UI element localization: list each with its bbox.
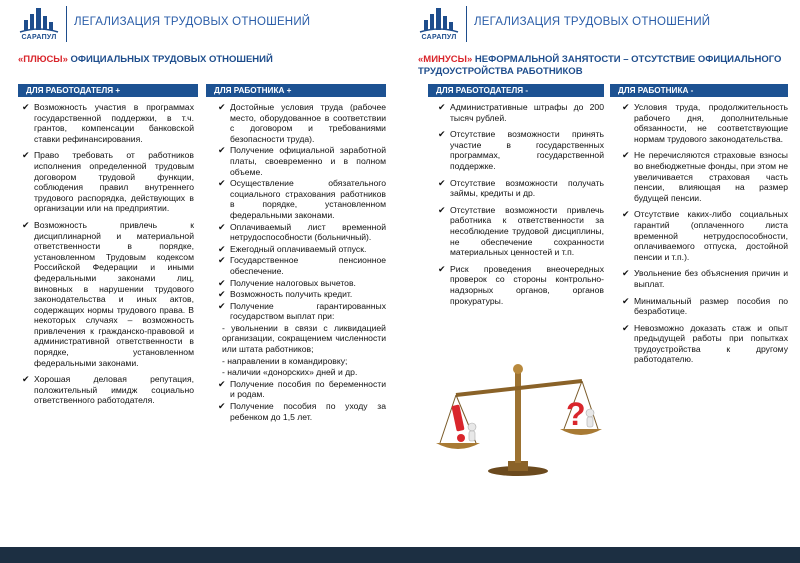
check-icon: ✔ [22, 374, 30, 385]
check-icon: ✔ [218, 145, 226, 156]
list-item: ✔ Отсутствие возможности принять участие в государственных программах, государственной поддержке. [438, 129, 604, 171]
footer-bar [0, 547, 800, 563]
sarapul-logo [418, 6, 460, 46]
check-icon: ✔ [22, 102, 30, 112]
list-item: ✔ Получение налоговых вычетов. [218, 277, 356, 288]
check-icon: ✔ [218, 277, 226, 288]
list-item: ✔ Административные штрафы до 200 тысяч рублей. [438, 102, 604, 123]
list-item: ✔ Условия труда, продолжительность рабочего дня, дополнительные обязанности, не соответствующие нормам трудового законодательства. [622, 102, 788, 144]
logo-text: САРАПУЛ [421, 34, 457, 41]
sarapul-logo [18, 6, 60, 46]
list-item: ✔ Получение гарантированных государством выплат при: [218, 300, 386, 322]
list-item: ✔ Отсутствие возможности получать займы, кредиты и др. [438, 177, 604, 199]
list-subitem: - увольнении в связи с ликвидацией организации, сокращением численности или штата работников; [222, 322, 386, 355]
check-icon: ✔ [438, 102, 446, 112]
left-page [0, 0, 400, 547]
list-item: ✔ Получение пособия по беременности и родам. [218, 378, 386, 400]
list-item: ✔ Право требовать от работников исполнения определенной трудовым договором трудовой функции, соблюдения правил внутреннего трудового распорядка, действующих в организации или на предприятии. [22, 150, 194, 214]
list-item: ✔ Отсутствие возможности привлечь работника к ответственности за несоблюдение трудовой дисциплины, не обеспечение сохранности материальных ценностей и т.п. [438, 204, 604, 258]
check-icon: ✔ [218, 401, 226, 412]
pluses-title-rest: ОФИЦИАЛЬНЫХ ТРУДОВЫХ ОТНОШЕНИЙ [67, 54, 273, 65]
list-item: ✔ Получение официальной заработной платы, своевременно и в полном объеме. [218, 145, 386, 177]
minuses-title-rest: НЕФОРМАЛЬНОЙ ЗАНЯТОСТИ – ОТСУТСТВИЕ ОФИЦИАЛЬНОГО ТРУДОУСТРОЙСТВА РАБОТНИКОВ [418, 54, 782, 77]
check-icon: ✔ [438, 129, 446, 140]
check-icon: ✔ [218, 289, 226, 300]
list-item: ✔ Риск проведения внеочередных проверок со стороны контрольно-надзорных органов, органов прокуратуры. [438, 263, 604, 306]
employee-plus-bar: ДЛЯ РАБОТНИКА + [206, 84, 386, 97]
sarapul-logo-icon [418, 6, 460, 34]
list-item: ✔ Возможность получить кредит. [218, 289, 353, 300]
employee-minus-bar: ДЛЯ РАБОТНИКА - [610, 84, 788, 97]
check-icon: ✔ [438, 204, 446, 215]
minuses-title [418, 54, 788, 78]
check-icon: ✔ [622, 322, 630, 333]
minuses-title-quote: «МИНУСЫ» [418, 54, 473, 65]
check-icon: ✔ [438, 177, 446, 188]
pluses-title-quote: «ПЛЮСЫ» [18, 54, 68, 65]
list-item: ✔ Государственное пенсионное обеспечение. [218, 255, 386, 276]
left-header [0, 0, 400, 48]
employer-plus-list [22, 102, 194, 412]
check-icon: ✔ [218, 221, 226, 232]
employer-plus-bar: ДЛЯ РАБОТОДАТЕЛЯ + [18, 84, 198, 97]
sarapul-logo-icon [18, 6, 60, 34]
check-icon: ✔ [622, 102, 630, 112]
right-header [400, 0, 800, 48]
header-divider [66, 6, 67, 42]
employer-minus-list [438, 102, 604, 312]
check-icon: ✔ [22, 219, 30, 230]
check-icon: ✔ [622, 209, 630, 220]
list-item: ✔ Невозможно доказать стаж и опыт предыдущей работы при попытках трудоустройства к другому работодателю. [622, 322, 788, 365]
list-item: ✔ Увольнение без объяснения причин и выплат. [622, 268, 788, 289]
header-divider [466, 6, 467, 42]
list-item: ✔ Отсутствие каких-либо социальных гарантий (оплаченного листа временной нетрудоспособности, оплачиваемого отпуска, достойной пенсии и т.п.). [622, 209, 788, 262]
pluses-title [18, 54, 388, 66]
list-item: ✔ Возможность участия в программах государственной поддержки, в т.ч. грантов, компенсации банковской ставки рефинансирования. [22, 102, 194, 144]
list-item: ✔ Возможность привлечь к дисциплинарной и материальной ответственности в порядке, установленном Трудовым кодексом Российской Федерации и иными федеральными законами лиц, виновных в нарушении трудового законодательства и иных актов, содержащих нормы трудового права. В некоторых случаях – возможность привлечения к гражданско-правовой и административной ответственности в порядке, установленном федеральными законами. [22, 219, 194, 368]
scales-icon [432, 355, 602, 480]
check-icon: ✔ [622, 150, 630, 161]
list-item: ✔ Достойные условия труда (рабочее место, оборудованное в соответствии с договором и требованиями безопасности труда). [218, 102, 386, 144]
list-item: ✔ Не перечисляются страховые взносы во внебюджетные фонды, при этом не увеличивается страховая часть пенсии, влияющая на размер будущей пенсии. [622, 150, 788, 203]
list-subitem: - наличии «донорских» дней и др. [222, 367, 358, 378]
check-icon: ✔ [218, 102, 226, 112]
employer-minus-bar: ДЛЯ РАБОТОДАТЕЛЯ - [428, 84, 604, 97]
list-item: ✔ Минимальный размер пособия по безработице. [622, 295, 788, 317]
check-icon: ✔ [218, 243, 226, 254]
list-item: ✔ Оплачиваемый лист временной нетрудоспособности (больничный). [218, 221, 386, 243]
header-title: ЛЕГАЛИЗАЦИЯ ТРУДОВЫХ ОТНОШЕНИЙ [74, 16, 311, 28]
list-item: ✔ Осуществление обязательного социального страхования работников в порядке, установленном федеральными законами. [218, 178, 386, 220]
list-item: ✔ Получение пособия по уходу за ребенком до 1,5 лет. [218, 401, 386, 422]
employee-minus-list [622, 102, 788, 371]
check-icon: ✔ [438, 263, 446, 274]
logo-text: САРАПУЛ [21, 34, 57, 41]
list-item: ✔ Хорошая деловая репутация, положительный имидж социально ответственного работодателя. [22, 374, 194, 406]
check-icon: ✔ [218, 300, 226, 311]
svg-text:?: ? [566, 396, 586, 432]
check-icon: ✔ [22, 150, 30, 161]
check-icon: ✔ [622, 295, 630, 306]
employee-plus-list [218, 102, 386, 423]
header-title: ЛЕГАЛИЗАЦИЯ ТРУДОВЫХ ОТНОШЕНИЙ [474, 16, 711, 28]
check-icon: ✔ [218, 255, 226, 266]
check-icon: ✔ [218, 378, 226, 389]
list-item: ✔ Ежегодный оплачиваемый отпуск. [218, 243, 367, 254]
list-subitem: - направлении в командировку; [222, 355, 348, 366]
check-icon: ✔ [218, 178, 226, 189]
check-icon: ✔ [622, 268, 630, 279]
